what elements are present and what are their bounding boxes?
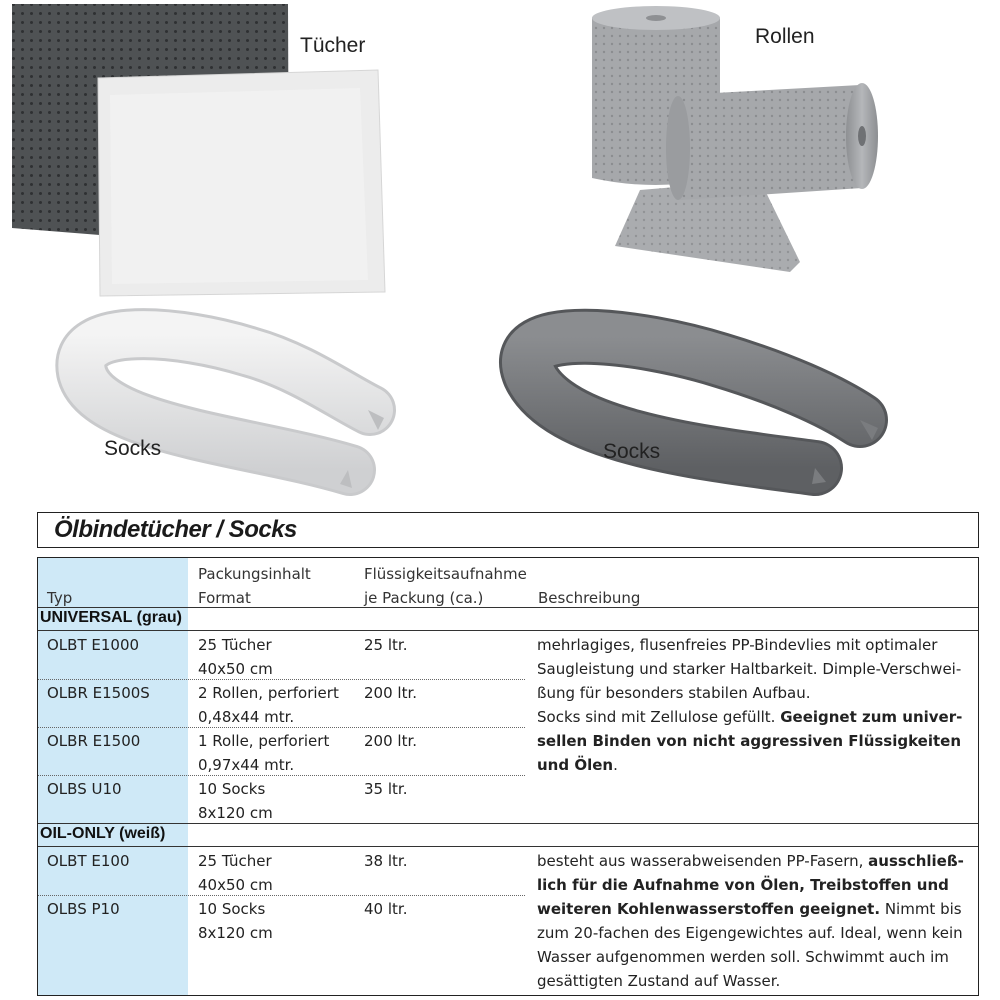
cell-format: 8x120 cm — [198, 804, 273, 822]
description-text: besteht aus wasserabweisenden PP-Fasern, — [537, 852, 869, 870]
label-socks-white: Socks — [104, 437, 162, 460]
description-text: mehrlagiges, flusenfreies PP-Bindevlies mit optimaler — [537, 636, 938, 654]
label-socks-grey: Socks — [603, 440, 661, 463]
cell-inhalt: 25 Tücher — [198, 636, 272, 654]
cell-format: 0,48x44 mtr. — [198, 708, 295, 726]
header-aufnahme: Flüssigkeitsaufnahme — [364, 565, 527, 583]
cell-inhalt: 2 Rollen, perforiert — [198, 684, 339, 702]
cell-aufnahme: 40 ltr. — [364, 900, 408, 918]
description-text: Saugleistung und starker Haltbarkeit. Dimple-Verschwei- — [537, 660, 962, 678]
label-tuecher: Tücher — [300, 34, 366, 57]
description-oil-only — [537, 849, 977, 993]
description-line — [537, 633, 977, 657]
section-universal: UNIVERSAL (grau) — [40, 609, 182, 626]
description-line — [537, 729, 977, 753]
description-universal — [537, 633, 977, 777]
section-divider — [38, 846, 978, 847]
white-sock-image — [81, 334, 384, 488]
description-line — [537, 849, 977, 873]
cell-format: 8x120 cm — [198, 924, 273, 942]
row-divider — [38, 679, 525, 680]
description-line — [537, 681, 977, 705]
description-line — [537, 873, 977, 897]
description-line — [537, 657, 977, 681]
cell-aufnahme: 25 ltr. — [364, 636, 408, 654]
header-aufnahme-sub: je Packung (ca.) — [364, 589, 484, 607]
description-bold-text: weiteren Kohlenwasserstoffen geeignet. — [537, 900, 881, 918]
cell-typ: OLBR E1500 — [47, 732, 141, 750]
rolls-image — [592, 6, 878, 272]
description-bold-text: lich für die Aufnahme von Ölen, Treibstoffen und — [537, 876, 949, 894]
cell-typ: OLBR E1500S — [47, 684, 150, 702]
description-bold-text: sellen Binden von nicht aggressiven Flüssigkeiten — [537, 732, 962, 750]
header-inhalt: Packungsinhalt — [198, 565, 311, 583]
description-line — [537, 753, 977, 777]
description-text: gesättigten Zustand auf Wasser. — [537, 972, 781, 990]
description-text: Socks sind mit Zellulose gefüllt. — [537, 708, 781, 726]
section-divider — [38, 630, 978, 631]
cell-aufnahme: 200 ltr. — [364, 732, 418, 750]
page-title: Ölbindetücher / Socks — [54, 516, 297, 543]
cell-aufnahme: 35 ltr. — [364, 780, 408, 798]
description-bold-text: Geeignet zum univer- — [780, 708, 963, 726]
header-typ: Typ — [47, 589, 73, 607]
cell-inhalt: 10 Socks — [198, 900, 266, 918]
section-title-box — [37, 512, 979, 548]
cell-typ: OLBT E100 — [47, 852, 130, 870]
header-format: Format — [198, 589, 251, 607]
cell-aufnahme: 38 ltr. — [364, 852, 408, 870]
cell-typ: OLBT E1000 — [47, 636, 140, 654]
section-oil-only: OIL-ONLY (weiß) — [40, 825, 166, 842]
description-text: zum 20-fachen des Eigengewichtes auf. Ideal, wenn kein — [537, 924, 963, 942]
row-divider — [38, 727, 525, 728]
header-beschreibung: Beschreibung — [538, 589, 641, 607]
cell-inhalt: 10 Socks — [198, 780, 266, 798]
label-rollen: Rollen — [755, 25, 815, 48]
description-line — [537, 945, 977, 969]
row-divider — [38, 775, 525, 776]
cell-aufnahme: 200 ltr. — [364, 684, 418, 702]
grey-sock-image — [527, 337, 878, 484]
white-pad-image — [98, 70, 385, 296]
description-bold-text: ausschließ- — [868, 852, 964, 870]
cell-typ: OLBS U10 — [47, 780, 122, 798]
row-divider — [38, 895, 525, 896]
description-text: Nimmt bis — [880, 900, 962, 918]
description-text: ßung für besonders stabilen Aufbau. — [537, 684, 811, 702]
description-line — [537, 969, 977, 993]
description-line — [537, 921, 977, 945]
cell-format: 40x50 cm — [198, 876, 273, 894]
description-line — [537, 897, 977, 921]
description-bold-text: und Ölen — [537, 756, 614, 774]
cell-format: 0,97x44 mtr. — [198, 756, 295, 774]
cell-inhalt: 1 Rolle, perforiert — [198, 732, 330, 750]
header-divider — [38, 607, 978, 608]
description-text: . — [613, 756, 618, 774]
description-text: Wasser aufgenommen werden soll. Schwimmt auch im — [537, 948, 949, 966]
cell-format: 40x50 cm — [198, 660, 273, 678]
product-table — [37, 557, 979, 996]
cell-typ: OLBS P10 — [47, 900, 120, 918]
cell-inhalt: 25 Tücher — [198, 852, 272, 870]
description-line — [537, 705, 977, 729]
section-divider — [38, 823, 978, 824]
